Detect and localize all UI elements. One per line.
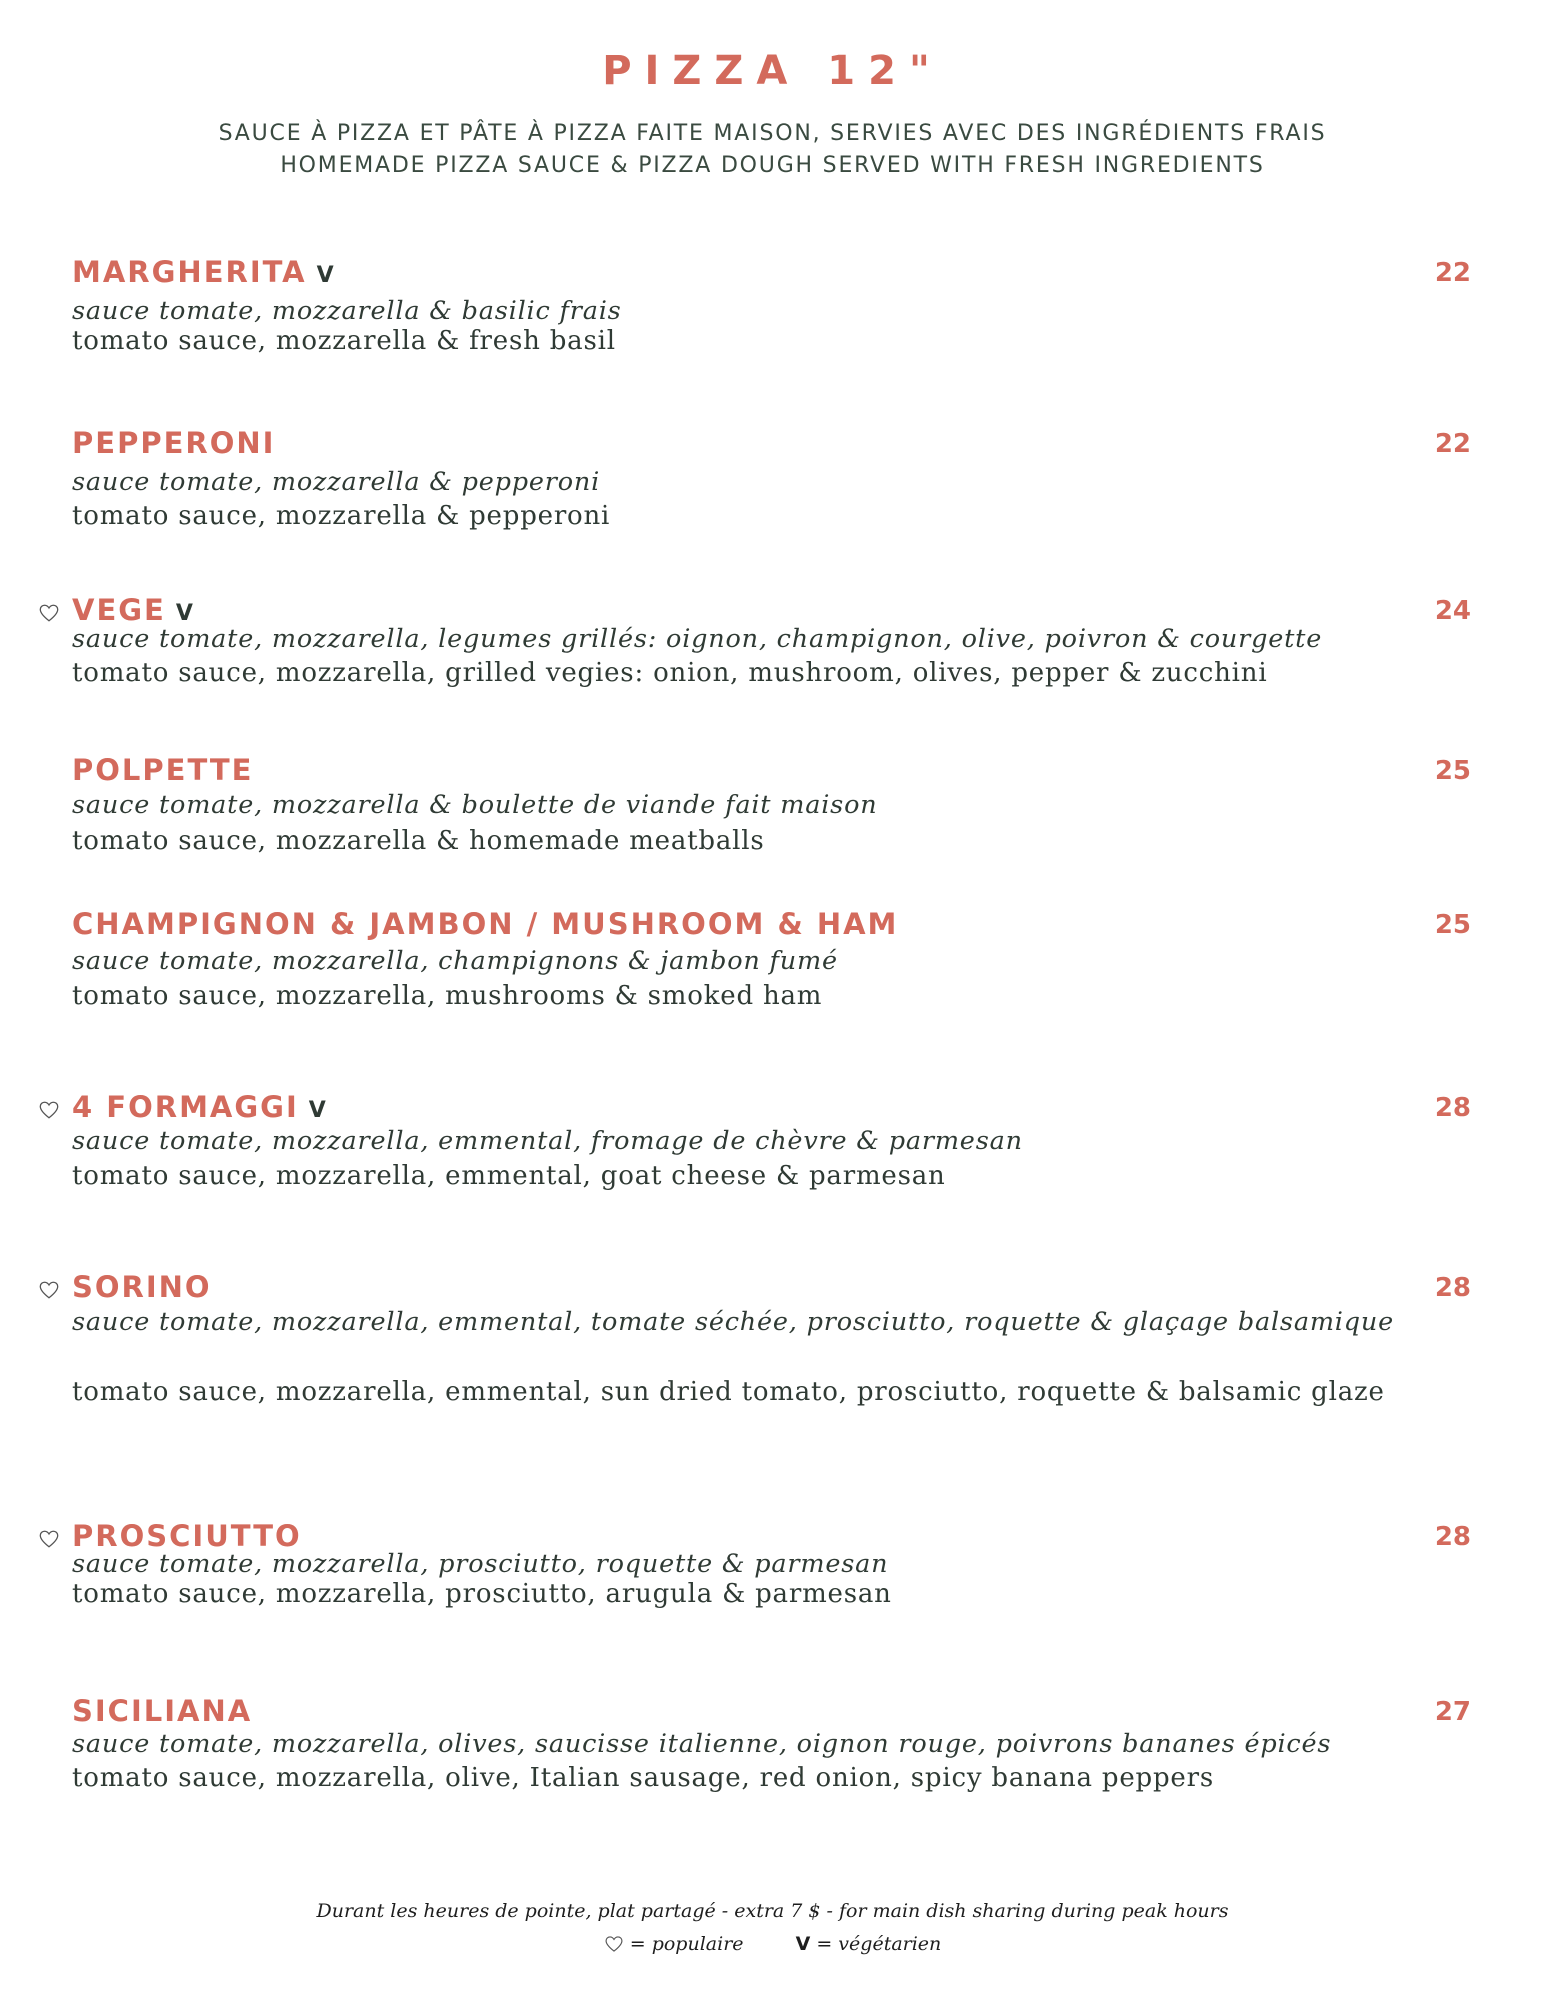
- menu-item-description-en: tomato sauce, mozzarella & pepperoni: [72, 501, 611, 531]
- menu-item-name: PROSCIUTTO: [72, 1519, 302, 1553]
- sharing-footnote: Durant les heures de pointe, plat partagé - extra 7 $ - for main dish sharing during peak hours: [316, 1900, 1229, 1922]
- menu-item-header: [72, 1090, 326, 1124]
- menu-item-description-fr: sauce tomate, mozzarella, champignons & jambon fumé: [72, 946, 838, 976]
- menu-item-description-fr: sauce tomate, mozzarella, olives, saucisse italienne, oignon rouge, poivrons bananes épicés: [72, 1729, 1332, 1759]
- menu-item-price: 22: [1434, 429, 1471, 459]
- menu-item-header: [72, 753, 254, 787]
- legend-veg-label: = végétarien: [816, 1933, 942, 1955]
- page-title: PIZZA 12": [602, 48, 943, 94]
- menu-item-description-en: tomato sauce, mozzarella, prosciutto, arugula & parmesan: [72, 1579, 892, 1609]
- heart-outline-icon: [38, 1528, 60, 1550]
- heart-outline-icon: [38, 602, 60, 624]
- menu-item-header: [72, 1694, 252, 1728]
- menu-item-name: SICILIANA: [72, 1694, 253, 1728]
- menu-item-name: VEGE: [72, 593, 166, 627]
- menu-item-price: 28: [1434, 1522, 1471, 1552]
- menu-item-description-fr: sauce tomate, mozzarella & basilic frais: [72, 296, 622, 326]
- menu-item-price: 22: [1434, 258, 1471, 288]
- menu-item-header: [72, 426, 275, 460]
- menu-item-description-fr: sauce tomate, mozzarella, emmental, tomate séchée, prosciutto, roquette & glaçage balsamique: [72, 1307, 1394, 1337]
- legend-popular-label: = populaire: [629, 1933, 744, 1955]
- menu-item-price: 27: [1434, 1697, 1471, 1727]
- heart-outline-icon: [38, 1099, 60, 1121]
- legend-veg-mark: V: [795, 1933, 811, 1955]
- menu-item-price: 25: [1434, 756, 1471, 786]
- menu-item-description-en: tomato sauce, mozzarella, emmental, sun dried tomato, prosciutto, roquette & balsamic glaze: [72, 1377, 1385, 1407]
- menu-item-description-en: tomato sauce, mozzarella, grilled vegies: onion, mushroom, olives, pepper & zucchini: [72, 658, 1268, 688]
- menu-item-description-en: tomato sauce, mozzarella, emmental, goat cheese & parmesan: [72, 1161, 946, 1191]
- menu-item-price: 25: [1434, 910, 1471, 940]
- vegetarian-mark: V: [316, 263, 334, 288]
- subtitle-fr: SAUCE À PIZZA ET PÂTE À PIZZA FAITE MAISON, SERVIES AVEC DES INGRÉDIENTS FRAIS: [218, 121, 1327, 146]
- vegetarian-mark: V: [308, 1098, 326, 1123]
- menu-item-name: 4 FORMAGGI: [72, 1090, 299, 1124]
- menu-item-price: 24: [1434, 596, 1471, 626]
- menu-item-description-fr: sauce tomate, mozzarella & boulette de viande fait maison: [72, 790, 878, 820]
- menu-item-description-fr: sauce tomate, mozzarella, legumes grillés: oignon, champignon, olive, poivron & courgette: [72, 624, 1323, 654]
- menu-item-price: 28: [1434, 1273, 1471, 1303]
- legend: [0, 1933, 1545, 1955]
- menu-item-name: POLPETTE: [72, 753, 254, 787]
- menu-item-name: SORINO: [72, 1270, 212, 1304]
- heart-outline-icon: [38, 1279, 60, 1301]
- menu-item-price: 28: [1434, 1093, 1471, 1123]
- menu-item-name: CHAMPIGNON & JAMBON / MUSHROOM & HAM: [72, 907, 899, 941]
- menu-item-header: [72, 907, 898, 941]
- menu-item-name: PEPPERONI: [72, 426, 276, 460]
- menu-item-description-en: tomato sauce, mozzarella & homemade meatballs: [72, 826, 765, 856]
- menu-item-description-fr: sauce tomate, mozzarella, emmental, fromage de chèvre & parmesan: [72, 1126, 1023, 1156]
- heart-outline-icon: [604, 1934, 624, 1954]
- menu-item-description-en: tomato sauce, mozzarella, olive, Italian sausage, red onion, spicy banana peppers: [72, 1763, 1214, 1793]
- menu-item-description-en: tomato sauce, mozzarella & fresh basil: [72, 326, 616, 356]
- menu-item-description-fr: sauce tomate, mozzarella, prosciutto, roquette & parmesan: [72, 1549, 889, 1579]
- menu-item-description-fr: sauce tomate, mozzarella & pepperoni: [72, 467, 601, 497]
- subtitle-en: HOMEMADE PIZZA SAUCE & PIZZA DOUGH SERVED WITH FRESH INGREDIENTS: [280, 153, 1265, 178]
- vegetarian-mark: V: [175, 601, 193, 626]
- menu-item-header: [72, 1270, 212, 1304]
- menu-item-name: MARGHERITA: [72, 255, 307, 289]
- menu-item-header: [72, 255, 334, 289]
- menu-item-description-en: tomato sauce, mozzarella, mushrooms & smoked ham: [72, 981, 823, 1011]
